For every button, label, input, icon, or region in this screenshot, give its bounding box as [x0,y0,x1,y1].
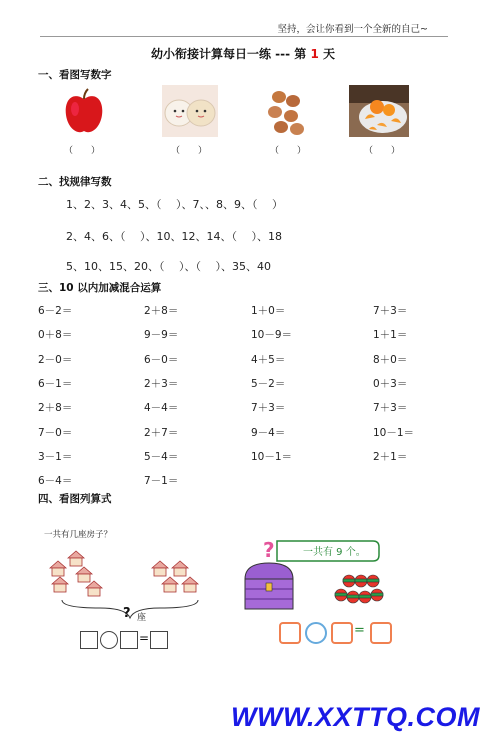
equation-item: 6－2＝ [38,305,73,317]
equation-item: 2＋3＝ [144,377,179,390]
equation-item: 1＋0＝ [251,305,286,317]
apple-image [62,85,106,137]
equation-item: 10－1＝ [251,450,293,463]
equation-item: 7＋3＝ [251,402,286,415]
equation-item: 7－0＝ [38,426,73,439]
equation-item: 4＋5＝ [251,353,286,366]
equation-item: 2＋7＝ [144,426,179,439]
page-title [0,45,486,62]
equation-item: 6－1＝ [38,377,73,390]
houses-question-mark: ? [123,606,131,621]
chest-caption: 一共有 9 个。 [303,547,366,558]
equation-item: 10－1＝ [373,426,415,439]
equation-item: 2＋1＝ [373,450,408,463]
answer-paren-apple[interactable]: （ ） [63,146,100,156]
sequence-row: 2、4、6、（ ）、10、12、14、（ ）、18 [66,230,282,243]
sequence-row: 1、2、3、4、5、（ ）、7、、8、9、（ ） [66,198,283,211]
answer-box[interactable] [150,631,168,649]
equation-item: 2＋8＝ [144,305,179,317]
section3-title: 三、10 以内加减混合运算 [38,282,162,294]
house-unit-label: 座 [137,613,147,623]
equation-item: 6－0＝ [144,353,179,366]
equation-item: 8＋0＝ [373,353,408,366]
answer-box[interactable] [279,622,301,644]
buns-image [162,85,218,137]
header-divider [40,36,448,37]
equation-item: 2＋8＝ [38,402,73,415]
answer-box[interactable] [80,631,98,649]
chest-figure [237,533,392,648]
equation-item: 1＋1＝ [373,329,408,342]
svg-text:?: ? [263,538,275,562]
equation-item: 7－1＝ [144,475,179,488]
answer-paren-eggs[interactable]: （ ） [269,146,306,156]
answer-box[interactable] [331,622,353,644]
equation-item: 2－0＝ [38,353,73,366]
equation-item: 4－4＝ [144,402,179,415]
oranges-image [349,85,409,137]
title-main: 幼小衔接计算每日一练 --- 第 [150,47,307,61]
answer-box[interactable] [120,631,138,649]
equation-item: 0＋8＝ [38,329,73,342]
section2-title: 二、找规律写数 [38,176,112,188]
houses-question: 一共有几座房子？ [44,530,113,540]
equation-item: 9－9＝ [144,329,179,342]
equals-sign: = [354,623,365,638]
equation-item: 5－2＝ [251,377,286,390]
operator-circle[interactable] [100,631,118,649]
equation-item: 7＋3＝ [373,402,408,415]
site-logo: WWW.XXTTQ.COM [231,702,480,732]
answer-paren-oranges[interactable]: （ ） [363,146,400,156]
equation-item: 0＋3＝ [373,377,408,390]
eggs-image [265,85,307,137]
answer-box[interactable] [370,622,392,644]
sequence-row: 5、10、15、20、（ ）、（ ）、35、40 [66,260,271,273]
answer-paren-buns[interactable]: （ ） [170,146,207,156]
motto-text: 坚持，会让你看到一个全新的自己~ [277,24,428,35]
equation-item: 5－4＝ [144,450,179,463]
equation-item: 9－4＝ [251,426,286,439]
equation-item: 10－9＝ [251,329,293,342]
equation-item: 3－1＝ [38,450,73,463]
operator-circle[interactable] [305,622,327,644]
equation-item: 7＋3＝ [373,305,408,317]
section4-title: 四、看图列算式 [38,493,112,505]
equation-item: 6－4＝ [38,475,73,488]
title-suffix: 天 [323,47,336,61]
title-day: 1 [310,47,319,61]
houses-figure [40,520,220,660]
equals-sign: = [139,631,150,645]
section1-title: 一、看图写数字 [38,69,112,81]
